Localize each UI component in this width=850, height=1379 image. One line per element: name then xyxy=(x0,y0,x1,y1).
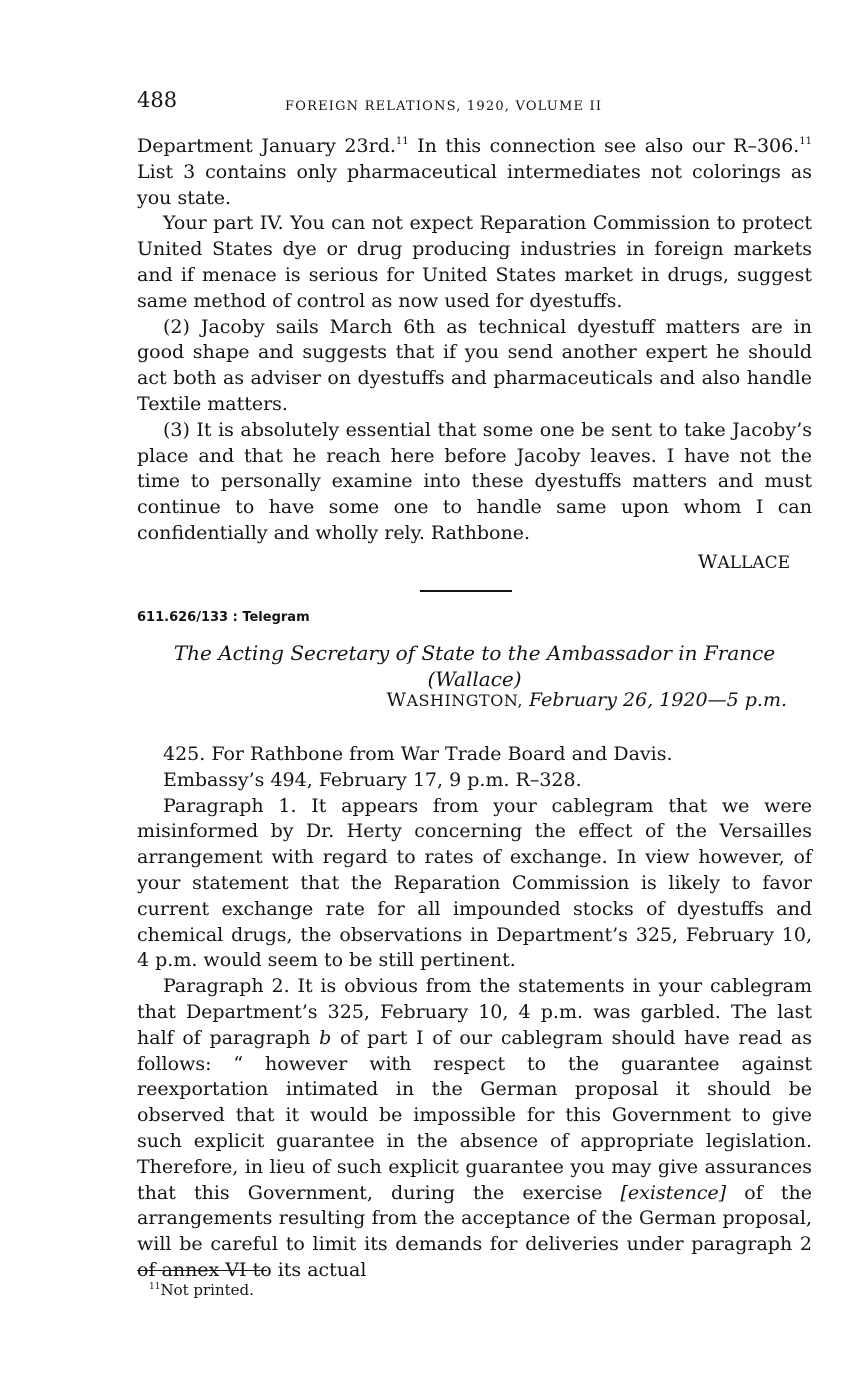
continuation-paragraph: Department January 23rd.$^{11}$ In this connection see also our R–306.11 List 3 contains only pharmaceutical intermediates not colorings as you state. xyxy=(137,135,812,209)
file-reference: 611.626/133 : Telegram xyxy=(137,610,310,625)
telegram-number-line: 425. For Rathbone from War Trade Board and Davis. xyxy=(163,743,673,765)
running-title: FOREIGN RELATIONS, 1920, VOLUME II xyxy=(285,99,603,114)
paragraph-2: (2) Jacoby sails March 6th as technical dyestuff matters are in good shape and suggests that if you send another expert he should act both as adviser on dyestuffs and pharmaceuticals and also handle Textile matters. xyxy=(137,315,812,415)
reference-line: Embassy’s 494, February 17, 9 p.m. R–328. xyxy=(163,768,582,791)
document-title: The Acting Secretary of State to the Ambassador in France (Wallace) xyxy=(173,641,776,691)
footnote-ref[interactable]: 11 xyxy=(799,136,812,147)
previous-telegram-body xyxy=(137,134,812,547)
paragraph-3: (3) It is absolutely essential that some one be sent to take Jacoby’s place and that he reach here before Jacoby leaves. I have not the time to personally examine into these dyestuffs matters and must continue to have some one to handle same upon whom I can confidentially and wholly rely. Rathbone. xyxy=(137,418,812,544)
footnote-ref[interactable]: 11 xyxy=(395,136,409,147)
section-divider xyxy=(420,590,512,592)
signature: WALLACE xyxy=(697,551,790,573)
paragraph-1: Paragraph 1. It appears from your cablegram that we were misinformed by Dr. Herty concerning the effect of the Versailles arrangement with regard to rates of exchange. In view however, of your statement that the Reparation Commission is likely to favor current exchange rate for all impounded stocks of dyestuffs and chemical drugs, the observations in Department’s 325, February 10, 4 p.m. would seem to be still pertinent. xyxy=(137,794,812,972)
footnote-divider xyxy=(137,1270,267,1271)
page-number: 488 xyxy=(137,88,178,112)
paragraph-2-garbled: Paragraph 2. It is obvious from the statements in your cablegram that Department’s 325, February 10, 4 p.m. was garbled. The last half of paragraph b of part I of our cablegram should have read as follows: “ however with respect to the guarantee against reexportation intimated in the German proposal it should be observed that it would be impossible for this Government to give such explicit guarantee in the absence of appropriate legislation. Therefore, in lieu of such explicit guarantee you may give assurances that this Government, during the exercise [existence] of the arrangements resulting from the acceptance of the German proposal, will be careful to limit its demands for deliveries under paragraph 2 of annex VI to its actual xyxy=(137,975,812,1281)
page-header xyxy=(137,88,812,118)
place-and-date: WASHINGTON, February 26, 1920—5 p.m. xyxy=(386,689,787,711)
paragraph-part-iv: Your part IV. You can not expect Reparation Commission to protect United States dye or drug producing industries in foreign markets and if menace is serious for United States market in drugs, suggest same method of control as now used for dyestuffs. xyxy=(137,212,812,312)
footnote: $^{11}$Not printed. xyxy=(149,1281,254,1299)
telegram-body xyxy=(137,742,812,1284)
